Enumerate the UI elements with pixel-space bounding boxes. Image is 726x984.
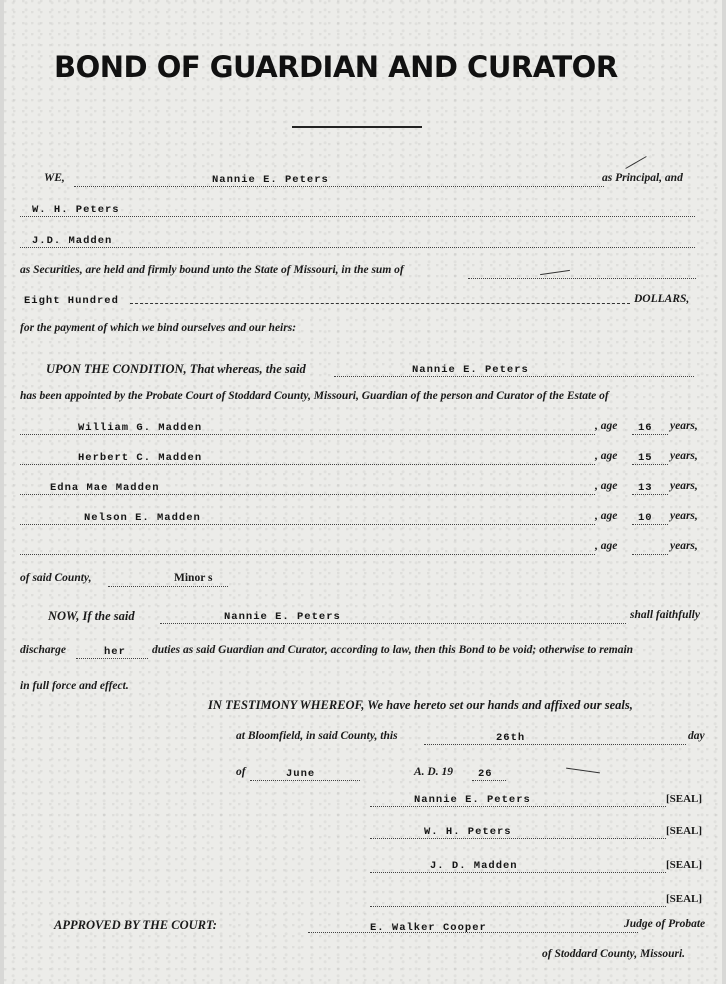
as-principal-label: as Principal, and: [602, 172, 683, 184]
we-label: WE,: [44, 172, 65, 184]
principal-line: [44, 172, 704, 192]
signature-row: [370, 858, 710, 878]
ward-row: [20, 510, 710, 530]
age-label: , age: [595, 480, 618, 492]
pronoun: her: [104, 646, 126, 658]
pen-mark: [625, 156, 646, 169]
age-label: , age: [595, 420, 618, 432]
county-line: [20, 572, 320, 592]
surety-2-name: J.D. Madden: [32, 235, 113, 247]
payment-line: [20, 322, 700, 342]
judge-title: Judge of Probate: [624, 918, 706, 930]
sum-line: [20, 293, 706, 313]
appointed-line: [20, 390, 710, 410]
signature-row: [370, 892, 710, 912]
discharge-label: discharge: [20, 644, 66, 656]
principal-name: Nannie E. Peters: [212, 174, 329, 186]
securities-line: [20, 264, 700, 284]
dollars-label: DOLLARS,: [634, 293, 690, 305]
seal-label: [SEAL]: [666, 793, 703, 805]
now-line: [48, 609, 710, 629]
seal-label: [SEAL]: [666, 825, 703, 837]
testimony-text: IN TESTIMONY WHEREOF, We have hereto set our hands and affixed our seals,: [208, 698, 633, 712]
county-label: of said County,: [20, 572, 92, 584]
signature-name: J. D. Madden: [430, 860, 518, 872]
ward-row: [20, 540, 710, 560]
month-line: [236, 766, 536, 786]
condition-label: UPON THE CONDITION, That whereas, the said: [46, 362, 306, 376]
ward-age: 16: [638, 422, 653, 434]
age-label: , age: [595, 450, 618, 462]
signature-name: W. H. Peters: [424, 826, 512, 838]
day-label: day: [688, 730, 705, 742]
county-court: of Stoddard County, Missouri.: [542, 948, 686, 960]
title-underline: [292, 126, 422, 128]
force-line: [20, 680, 320, 700]
day-value: 26th: [496, 732, 526, 744]
pen-mark: [566, 768, 600, 774]
surety-1-name: W. H. Peters: [32, 204, 120, 216]
month-value: June: [286, 768, 316, 780]
years-label: years,: [670, 450, 698, 462]
force-text: in full force and effect.: [20, 680, 129, 692]
years-label: years,: [670, 510, 698, 522]
age-label: , age: [595, 540, 618, 552]
testimony-line: [208, 698, 712, 718]
approved-label: APPROVED BY THE COURT:: [54, 918, 217, 932]
document-title: BOND OF GUARDIAN AND CURATOR: [54, 50, 618, 84]
date-line: [236, 730, 708, 750]
signature-row: [370, 824, 710, 844]
condition-name: Nannie E. Peters: [412, 364, 529, 376]
surety-2-line: [20, 233, 700, 253]
approval-line: [54, 918, 710, 938]
securities-text: as Securities, are held and firmly bound unto the State of Missouri, in the sum of: [20, 264, 404, 276]
now-name: Nannie E. Peters: [224, 611, 341, 623]
ad-label: A. D. 19: [414, 766, 453, 778]
surety-1-line: [20, 202, 700, 222]
years-label: years,: [670, 540, 698, 552]
now-label: NOW, If the said: [48, 609, 135, 623]
ward-row: [20, 450, 710, 470]
ward-name: Nelson E. Madden: [84, 512, 201, 524]
ward-row: [20, 420, 710, 440]
signature-row: [370, 792, 710, 812]
duties-text: duties as said Guardian and Curator, according to law, then this Bond to be void; otherwise to remain: [152, 644, 634, 656]
ward-age: 13: [638, 482, 653, 494]
seal-label: [SEAL]: [666, 859, 703, 871]
discharge-line: [20, 644, 712, 664]
payment-text: for the payment of which we bind ourselves and our heirs:: [20, 322, 297, 334]
seal-label: [SEAL]: [666, 893, 703, 905]
ward-row: [20, 480, 710, 500]
condition-line: [46, 362, 701, 382]
signature-name: Nannie E. Peters: [414, 794, 531, 806]
year-value: 26: [478, 768, 493, 780]
minors-value: Minor s: [174, 572, 213, 584]
appointed-text: has been appointed by the Probate Court of Stoddard County, Missouri, Guardian of the person and Curator of the Estate of: [20, 390, 609, 402]
ward-name: William G. Madden: [78, 422, 203, 434]
ward-name: Edna Mae Madden: [50, 482, 160, 494]
years-label: years,: [670, 420, 698, 432]
at-text: at Bloomfield, in said County, this: [236, 730, 398, 742]
of-label: of: [236, 766, 246, 778]
ward-age: 15: [638, 452, 653, 464]
age-label: , age: [595, 510, 618, 522]
judge-name: E. Walker Cooper: [370, 922, 487, 934]
faithfully-label: shall faithfully: [630, 609, 700, 621]
ward-age: 10: [638, 512, 653, 524]
county-court-line: [542, 948, 712, 968]
ward-name: Herbert C. Madden: [78, 452, 203, 464]
years-label: years,: [670, 480, 698, 492]
sum-amount: Eight Hundred: [24, 295, 119, 307]
bond-document: [4, 0, 722, 984]
